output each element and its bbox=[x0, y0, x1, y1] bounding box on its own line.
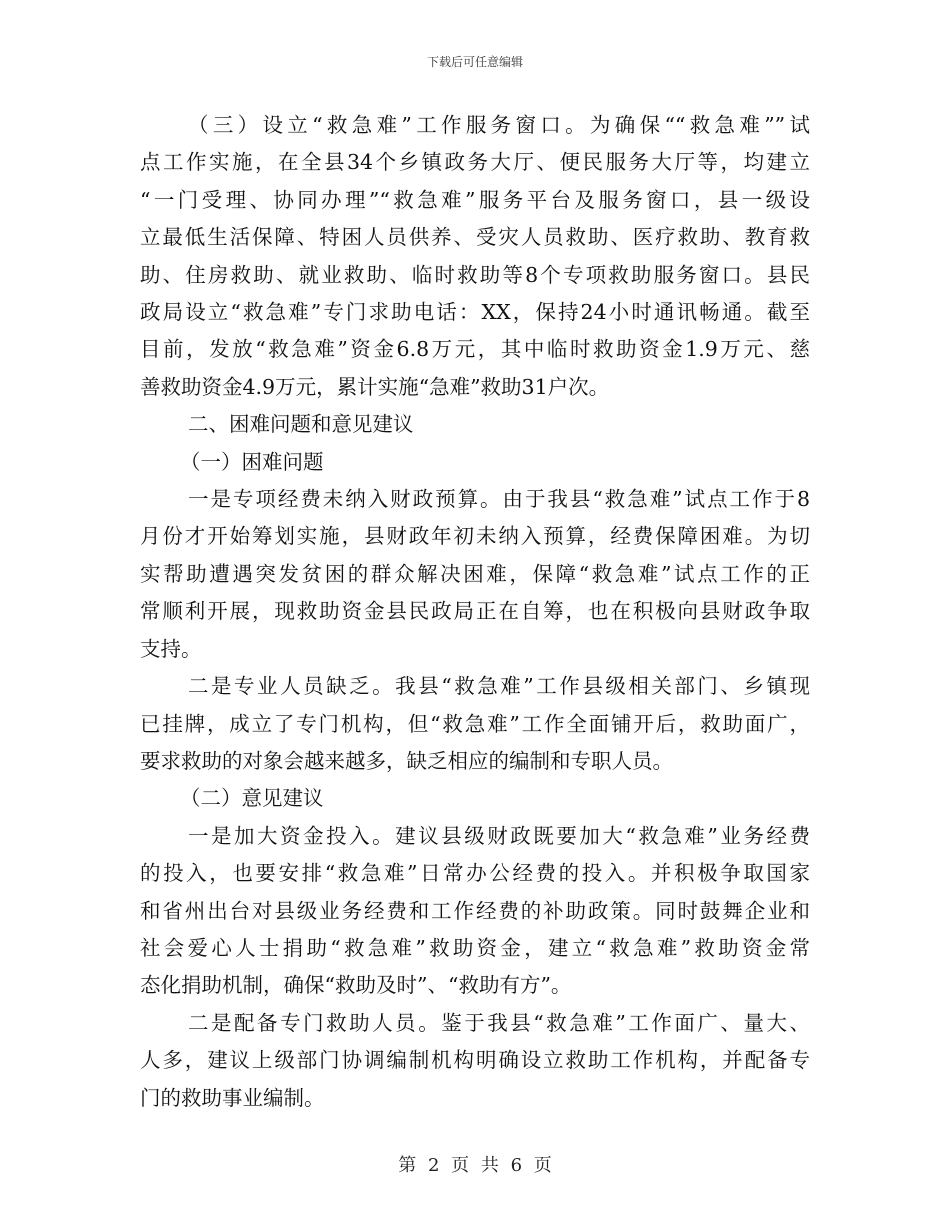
text-line: 一是加大资金投入。建议县级财政既要加大“救急难”业务经费 bbox=[188, 823, 810, 848]
section-heading-2: 二、困难问题和意见建议 bbox=[188, 412, 414, 437]
text-line: “一门受理、协同办理”“救急难”服务平台及服务窗口，县一级设 bbox=[140, 187, 810, 212]
paragraph-section-3 bbox=[140, 107, 810, 406]
paragraph-suggestion-2 bbox=[140, 1005, 810, 1117]
text-line: 二是配备专门救助人员。鉴于我县“救急难”工作面广、量大、 bbox=[188, 1010, 810, 1035]
text-line: 门的救助事业编制。 bbox=[140, 1085, 325, 1110]
text-line: 点工作实施，在全县34个乡镇政务大厅、便民服务大厅等，均建立 bbox=[140, 150, 810, 175]
text-line: 目前，发放“救急难”资金6.8万元，其中临时救助资金1.9万元、慈 bbox=[140, 337, 810, 362]
text-line: 和省州出台对县级业务经费和工作经费的补助政策。同时鼓舞企业和 bbox=[140, 898, 810, 923]
paragraph-problem-2 bbox=[140, 668, 810, 780]
text-line: 政局设立“救急难”专门求助电话：XX，保持24小时通讯畅通。截至 bbox=[140, 300, 810, 325]
text-line: （三）设立“救急难”工作服务窗口。为确保““救急难””试 bbox=[188, 113, 810, 137]
text-line: 助、住房救助、就业救助、临时救助等8个专项救助服务窗口。县民 bbox=[140, 262, 810, 287]
text-line: 要求救助的对象会越来越多，缺乏相应的编制和专职人员。 bbox=[140, 748, 673, 773]
page-header-note: 下载后可任意编辑 bbox=[426, 55, 523, 69]
page-number: 第 2 页 共 6 页 bbox=[398, 1155, 552, 1176]
document-body bbox=[140, 107, 810, 1117]
text-line: 社会爱心人士捐助“救急难”救助资金，建立“救急难”救助资金常 bbox=[140, 935, 810, 960]
text-line: 二是专业人员缺乏。我县“救急难”工作县级相关部门、乡镇现 bbox=[188, 674, 810, 699]
text-line: 善救助资金4.9万元，累计实施“急难”救助31户次。 bbox=[140, 374, 610, 399]
text-line: 态化捐助机制，确保“救助及时”、“救助有方”。 bbox=[140, 973, 572, 998]
subheading-suggestions: （二）意见建议 bbox=[180, 786, 324, 811]
text-line: 人多，建议上级部门协调编制机构明确设立救助工作机构，并配备专 bbox=[140, 1048, 810, 1073]
text-line: 支持。 bbox=[140, 636, 202, 661]
text-line: 一是专项经费未纳入财政预算。由于我县“救急难”试点工作于8 bbox=[188, 487, 810, 512]
text-line: 常顺利开展，现救助资金县民政局正在自筹，也在积极向县财政争取 bbox=[140, 599, 810, 624]
paragraph-suggestion-1 bbox=[140, 818, 810, 1005]
text-line: 的投入，也要安排“救急难”日常办公经费的投入。并积极争取国家 bbox=[140, 861, 810, 886]
text-line: 立最低生活保障、特困人员供养、受灾人员救助、医疗救助、教育救 bbox=[140, 225, 810, 250]
text-line: 月份才开始筹划实施，县财政年初未纳入预算，经费保障困难。为切 bbox=[140, 524, 810, 549]
text-line: 已挂牌，成立了专门机构，但“救急难”工作全面铺开后，救助面广， bbox=[140, 711, 810, 736]
text-line: 实帮助遭遇突发贫困的群众解决困难，保障“救急难”试点工作的正 bbox=[140, 561, 810, 586]
paragraph-problem-1 bbox=[140, 481, 810, 668]
subheading-problems: （一）困难问题 bbox=[180, 449, 324, 474]
